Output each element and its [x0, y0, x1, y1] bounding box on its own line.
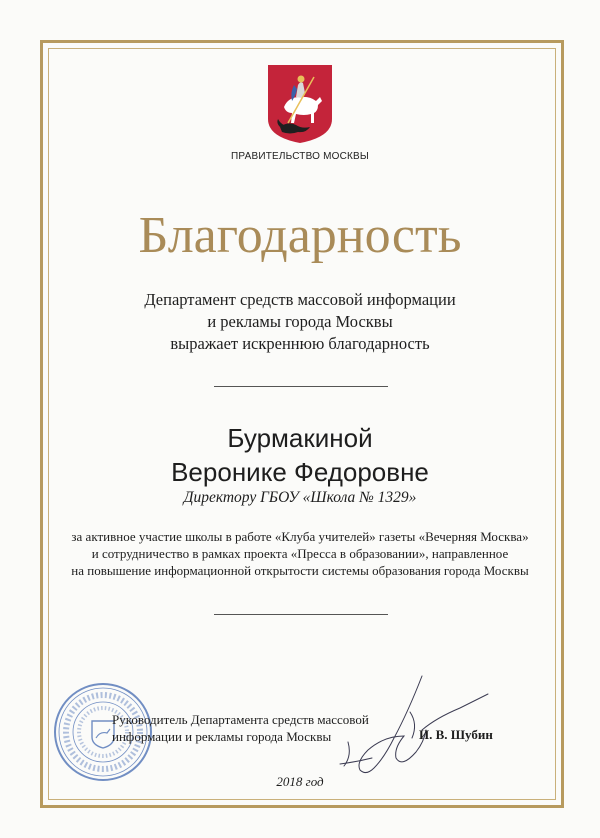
- government-label: ПРАВИТЕЛЬСТВО МОСКВЫ: [231, 151, 369, 162]
- divider-bottom: [214, 614, 388, 615]
- intro-line: Департамент средств массовой информации: [144, 290, 456, 309]
- reason-line: и сотрудничество в рамках проекта «Пресса в образовании», направленное: [91, 546, 509, 561]
- signatory-title-line: Руководитель Департамента средств массовой: [112, 712, 369, 727]
- recipient-given-names: Веронике Федоровне: [171, 457, 429, 487]
- recipient-name: [0, 421, 600, 489]
- recipient-surname: Бурмакиной: [227, 423, 373, 453]
- recipient-position: Директору ГБОУ «Школа № 1329»: [183, 489, 417, 506]
- intro-line: и рекламы города Москвы: [207, 312, 393, 331]
- page-title: Благодарность: [138, 207, 462, 264]
- intro-text: [0, 289, 600, 355]
- signatory-title-line: информации и рекламы города Москвы: [112, 729, 332, 744]
- reason-line: на повышение информационной открытости системы образования города Москвы: [71, 563, 529, 578]
- reason-line: за активное участие школы в работе «Клуба учителей» газеты «Вечерняя Москва»: [71, 529, 529, 544]
- signer-name: И. В. Шубин: [419, 727, 493, 742]
- moscow-coat-of-arms-icon: [266, 63, 334, 145]
- divider-top: [214, 386, 388, 387]
- intro-line: выражает искреннюю благодарность: [170, 334, 430, 353]
- reason-text: [0, 528, 600, 579]
- issue-year: 2018 год: [276, 774, 324, 789]
